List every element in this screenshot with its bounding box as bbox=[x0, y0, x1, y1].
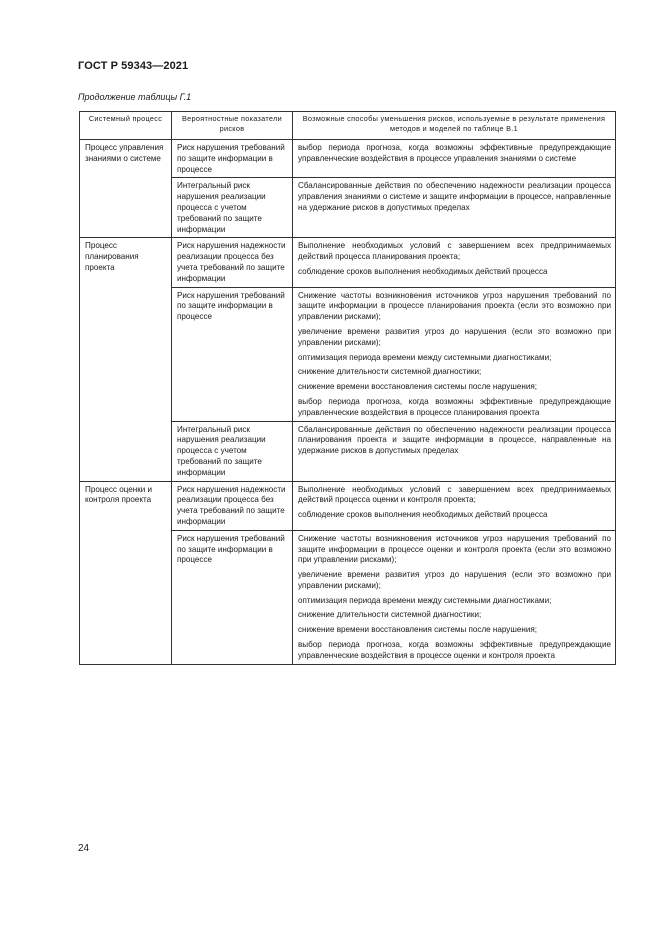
measure-item: выбор периода прогноза, когда возможны эффективные предупреждающие управленческие воздействия в процессе планирования проекта bbox=[298, 396, 611, 417]
risk-measures-cell bbox=[293, 421, 616, 481]
measure-item: Снижение частоты возникновения источников угроз нарушения требований по защите информации в процессе оценки и контроля проекта (если это возможно при управлении рисками); bbox=[298, 533, 611, 565]
measure-item: соблюдение сроков выполнения необходимых действий процесса bbox=[298, 266, 548, 276]
risk-indicator-cell: Риск нарушения требований по защите информации в процессе bbox=[172, 140, 293, 178]
risk-indicator-cell: Интегральный риск нарушения реализации процесса с учетом требований по защите информации bbox=[172, 178, 293, 238]
measure-item: Сбалансированные действия по обеспечению надежности реализации процесса управления знаниями о системе и защите информации в процессе, направленные на удержание рисков в допустимых пределах bbox=[298, 181, 611, 212]
risk-measures-cell bbox=[293, 481, 616, 530]
table-row bbox=[80, 481, 616, 530]
risk-indicator-cell: Интегральный риск нарушения реализации процесса с учетом требований по защите информации bbox=[172, 421, 293, 481]
risk-measures-cell bbox=[293, 178, 616, 238]
measure-item: соблюдение сроков выполнения необходимых действий процесса bbox=[298, 510, 548, 520]
measure-item: оптимизация периода времени между системными диагностиками; bbox=[298, 595, 552, 605]
measure-item: Сбалансированные действия по обеспечению надежности реализации процесса планирования проекта и защите информации в процессе, направленные на удержание рисков в допустимых пределах bbox=[298, 424, 611, 456]
column-header-measures: Возможные способы уменьшения рисков, используемые в результате применения методов и моделей по таблице В.1 bbox=[293, 112, 616, 140]
risk-indicator-cell: Риск нарушения надежности реализации процесса без учета требований по защите информации bbox=[172, 481, 293, 530]
process-cell: Процесс оценки и контроля проекта bbox=[80, 481, 172, 664]
risk-measures-cell bbox=[293, 530, 616, 664]
table-header-row bbox=[80, 112, 616, 140]
table-caption: Продолжение таблицы Г.1 bbox=[78, 92, 192, 102]
page-number: 24 bbox=[78, 843, 90, 854]
risk-indicator-cell: Риск нарушения требований по защите информации в процессе bbox=[172, 287, 293, 421]
document-title: ГОСТ Р 59343—2021 bbox=[78, 60, 189, 72]
measure-item: снижение времени восстановления системы после нарушения; bbox=[298, 625, 537, 635]
column-header-indicators: Вероятностные показатели рисков bbox=[172, 112, 293, 140]
measure-item: снижение длительности системной диагностики; bbox=[298, 610, 482, 620]
measure-item: снижение длительности системной диагностики; bbox=[298, 367, 482, 377]
measure-item: оптимизация периода времени между системными диагностиками; bbox=[298, 352, 552, 362]
risk-measures-cell bbox=[293, 238, 616, 287]
table-row bbox=[80, 140, 616, 178]
measure-item: Выполнение необходимых условий с завершением всех предпринимаемых действий процесса планирования проекта; bbox=[298, 241, 611, 262]
table-row bbox=[80, 238, 616, 287]
table-body bbox=[80, 140, 616, 665]
process-cell: Процесс планирования проекта bbox=[80, 238, 172, 481]
process-cell: Процесс управления знаниями о системе bbox=[80, 140, 172, 238]
measure-item: Выполнение необходимых условий с завершением всех предпринимаемых действий процесса оценки и контроля проекта; bbox=[298, 484, 611, 505]
measure-item: увеличение времени развития угроз до нарушения (если это возможно при управлении рисками); bbox=[298, 326, 611, 347]
measure-item: снижение времени восстановления системы после нарушения; bbox=[298, 382, 537, 392]
column-header-process: Системный процесс bbox=[80, 112, 172, 140]
measure-item: выбор периода прогноза, когда возможны эффективные предупреждающие управленческие воздействия в процессе управления знаниями о системе bbox=[298, 143, 611, 163]
measure-item: выбор периода прогноза, когда возможны эффективные предупреждающие управленческие воздействия в процессе оценки и контроля проекта bbox=[298, 640, 611, 660]
measure-item: увеличение времени развития угроз до нарушения (если это возможно при управлении рисками); bbox=[298, 570, 611, 590]
risk-table bbox=[79, 111, 616, 665]
measure-item: Снижение частоты возникновения источников угроз нарушения требований по защите информации в процессе планирования проекта (если это возможно при управлении рисками); bbox=[298, 290, 611, 322]
risk-indicator-cell: Риск нарушения надежности реализации процесса без учета требований по защите информации bbox=[172, 238, 293, 287]
risk-measures-cell bbox=[293, 287, 616, 421]
risk-measures-cell bbox=[293, 140, 616, 178]
risk-indicator-cell: Риск нарушения требований по защите информации в процессе bbox=[172, 530, 293, 664]
